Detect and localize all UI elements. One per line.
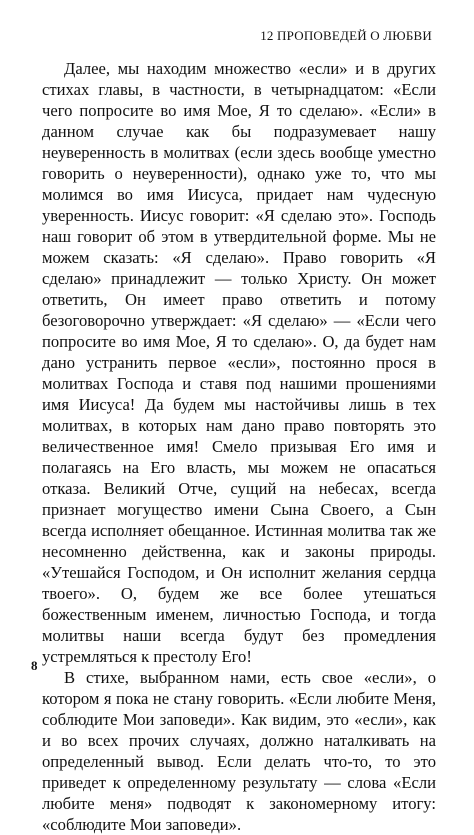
running-head: 12 ПРОПОВЕДЕЙ О ЛЮБВИ [260,28,432,43]
paragraph-1: Далее, мы находим множество «если» и в других стихах главы, в частности, в четырнадцатом: «Если чего попросите во имя Мое, Я то сделаю». «Если» в данном случае как бы подразумевает нашу неуверенность в молитвах (если здесь вообще уместно говорить о неуверенности), однако уже то, что мы молимся во имя Иисуса, придает нам чудесную уверенность. Иисус говорит: «Я сделаю это». Господь наш говорит об этом в утвердительной форме. Мы не можем сказать: «Я сделаю». Право говорить «Я сделаю» принадлежит — только Христу. Он может ответить, Он имеет право ответить и потому безоговорочно утверждает: «Я сделаю» — «Если чего попросите во имя Мое, Я то сделаю». О, да будет нам дано устранить первое «если», постоянно прося в молитвах Господа и ставя под нашими прошениями имя Иисуса! Да будем мы настойчивы лишь в тех молитвах, в которых нам дано право повторять это величественное имя! Смело призывая Его имя и полагаясь на Его власть, мы можем не опасаться отказа. Великий Отче, сущий на небесах, всегда признает могущество имени Сына Своего, а Сын всегда исполняет обещанное. Истинная молитва так же несомненно действенна, как и законы природы. «Утешайся Господом, и Он исполнит желания сердца твоего». О, будем же все более утешаться божественным именем, личностью Господа, и тогда молитвы наши всегда будут без промедления устремляться к престолу Его! [42,59,436,666]
body-text [42,58,436,835]
page-number: 8 [31,658,38,673]
paragraph-2: В стихе, выбранном нами, есть свое «если», о котором я пока не стану говорить. «Если любите Меня, соблюдите Мои заповеди». Как видим, это «если», как и во всех прочих случаях, должно наталкивать на определенный вывод. Если делать что-то, то это приведет к определенному результату — слова «Если любите меня» подводят к закономерному итогу: «соблюдите Мои заповеди». [42,668,436,834]
